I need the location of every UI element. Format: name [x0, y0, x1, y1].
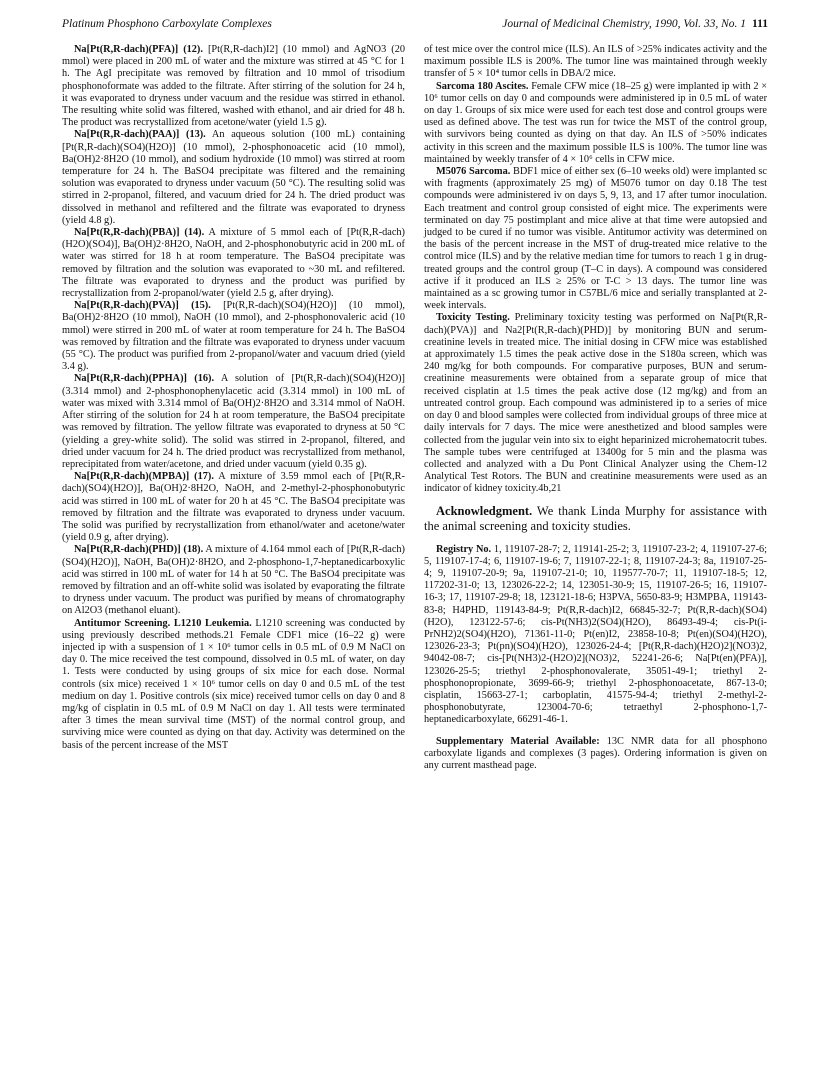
journal-citation [502, 18, 768, 30]
paragraph-body: A mixture of 3.59 mmol each of [Pt(R,R-dach)(SO4)(H2O)], Ba(OH)2·8H2O, NaOH, and 2-methyl-2-phosphonobutyric acid was stirred in 100 mL of water for 20 h at 45 °C. The BaSO4 precipitate was removed by filtration and the filtrate was evaporated to dryness under vacuum. The solid was purified by recrystallization from ethanol/water and acetone/water (yield 0.9 g, after drying). [62, 471, 405, 544]
paragraph-heading: Sarcoma 180 Ascites. [436, 80, 529, 92]
paragraph-pba [62, 227, 405, 300]
supplementary-heading: Supplementary Material Available: [436, 735, 600, 747]
paragraph-body: [Pt(R,R-dach)(SO4)(H2O)] (10 mmol), Ba(OH)2·8H2O (10 mmol), NaOH (10 mmol), and 2-phosphonovaleric acid (10 mmol) were stirred in 200 mL of water at room temperature for 24 h. The BaSO4 was removed by filtration and the filtrate was evaporated to dryness under vacuum (55 °C). The product was purified from 2-propanol/water and vacuum dried (yield 3.4 g). [62, 300, 406, 373]
paragraph-body: Preliminary toxicity testing was performed on Na[Pt(R,R-dach)(PVA)] and Na2[Pt(R,R-dach)(PHD)] by monitoring BUN and serum-creatinine levels in treated mice. The initial dosing in CFW mice was established at approximately 1.5 times the peak active dose in the S180a screen, which was 240 mg/kg for both compounds. For comparative purposes, BUN and serum-creatinine measurements were obtained from a separate group of mice that received cisplatin at 1.5 times the peak active dose (12 mg/kg) and from an untreated control group. Each compound was administered ip to a series of mice on day 0 and blood samples were collected from individual groups of three mice at daily intervals for 7 days. The mice were anesthetized and blood samples were collected from the jugular vein into six to eight heparinized microhematocrit tubes. The sample tubes were centrifuged at 13400g for 5 min and the plasma was collected and analyzed with a Du Pont Clinical Analyzer using the Chem-12 Analytical Test Rotors. The BUN and creatinine measurements were used as an indicator of kidney toxicity.4b,21 [424, 312, 768, 495]
paragraph-heading: Na[Pt(R,R-dach)(PVA)] (15). [74, 300, 211, 312]
paragraph-heading: Na[Pt(R,R-dach)(PAA)] (13). [74, 129, 206, 141]
paragraph-body: L1210 screening was conducted by using previously described methods.21 Female CDF1 mice (16–22 g) were injected ip with a suspension of 1 × 10⁶ tumor cells in 0.5 mL of 0.9 M NaCl on day 0. The mice received the test compound, dissolved in 0.5 mL of water, on day 1. Tests were conducted by using groups of six mice for each dose. Normal controls (six mice) received 1 × 10⁶ tumor cells on day 0 and 0.5 mL of the test medium on day 1. Positive controls (six mice) received tumor cells on day 0 and 8 mg/kg of cisplatin in 0.5 mL of 0.9 M NaCl on day 1. All tests were terminated after 3 times the mean survival time (MST) of the normal control group, and surviving mice were counted as dying on that day. Activity was determined on the basis of the percent increase of the MST [62, 617, 405, 751]
paragraph-heading: Na[Pt(R,R-dach)(PBA)] (14). [74, 227, 205, 239]
paragraph-pva [62, 300, 405, 373]
paragraph-body: A solution of [Pt(R,R-dach)(SO4)(H2O)] (3.314 mmol) and 2-phosphonophenylacetic acid (3.314 mmol) in 100 mL of water was mixed with 3.314 mmol of Ba(OH)2·8H2O and 3.314 mmol of NaOH. After stirring of the solution for 24 h at room temperature, the BaSO4 precipitate was removed by filtration. The yellow filtrate was evaporated to dryness at 50 °C (yielding a grey-white solid). The solid was stirred in 2-propanol, filtered, and dried under vacuum for 24 h. The dried product was recrystallized from methanol, reprecipitated from water/acetone, and dried under vacuum (yield 0.35 g). [62, 373, 405, 470]
paragraph-heading: Toxicity Testing. [436, 312, 510, 324]
running-title: Platinum Phosphono Carboxylate Complexes [62, 18, 272, 30]
registry-numbers [424, 544, 767, 727]
acknowledgment-heading: Acknowledgment. [436, 503, 533, 518]
paragraph-body: A mixture of 4.164 mmol each of [Pt(R,R-dach)(SO4)(H2O)], NaOH, Ba(OH)2·8H2O, and 2-phosphono-1,7-heptanedicarboxylic acid was stirred in 100 mL of water for 14 h at 50 °C. The BaSO4 precipitate was removed by filtration and an off-white solid was isolated by evaporating the filtrate to dryness under vacuum. The product was purified by means of chromatography on Al2O3 (methanol eluant). [62, 544, 405, 617]
paragraph-heading: Na[Pt(R,R-dach)(PFA)] (12). [74, 44, 203, 55]
supplementary-material [424, 736, 767, 773]
paragraph-paa [62, 129, 405, 227]
paragraph-heading: Na[Pt(R,R-dach)(PHD)] (18). [74, 544, 204, 556]
paragraph-body: [Pt(R,R-dach)I2] (10 mmol) and AgNO3 (20 mmol) were placed in 200 mL of water and the mixture was stirred at 45 °C for 1 h. The AgI precipitate was removed by filtration and 10 mmol of trisodium phosphonoformate was added to the filtrate. After stirring of the solution for 24 h, it was evaporated to dryness under vacuum and the residue was stirred in ethanol. The resulting white solid was filtered, washed with ethanol, and air dried for 48 h. The product was recrystallized from acetone/water (yield 1.5 g). [62, 44, 405, 129]
right-column [424, 44, 767, 772]
paragraph-heading: M5076 Sarcoma. [436, 166, 511, 178]
paragraph-pfa [62, 44, 405, 129]
acknowledgment [424, 504, 767, 534]
paragraph-continued [424, 44, 767, 81]
paragraph-body: BDF1 mice of either sex (6–10 weeks old) were implanted sc with fragments (approximately 25 mg) of M5076 tumor on day 0.18 The test compounds were administered iv on days 5, 9, 13, and 17 after tumor inoculation. Each treatment and control group consisted of eight mice. The experiments were terminated on day 75 postimplant and mice alive at that time were autopsied and judged to be cured if no tumor was visible. Antitumor activity was determined on the basis of the percent increase in the MST of drug-treated mice relative to the control mice (ILS) and by the relative median time for tumors to reach 1 g in drug-treated groups and the control group (T–C in days). A compound was considered active if it produced an ILS ≥ 25% or T-C > 13 days. The tumor line was maintained as a sc growing tumor in C57BL/6 mice and serially transplanted at 2-week intervals. [424, 166, 768, 312]
paragraph-l1210 [62, 618, 405, 752]
registry-body: 1, 119107-28-7; 2, 119141-25-2; 3, 119107-23-2; 4, 119107-27-6; 5, 119107-17-4; 6, 119107-19-6; 7, 119107-22-1; 8, 119107-24-3; 8a, 119107-25-4; 9, 119107-20-9; 9a, 119107-21-0; 10, 119577-70-7; 11, 119107-18-5; 12, 117202-31-0; 13, 123026-22-2; 14, 123051-30-9; 15, 119107-26-5; 16, 119107-16-3; 17, 119107-29-8; 18, 123121-18-6; H3PVA, 5650-83-9; H3MPBA, 119143-83-8; H4PHD, 119143-84-9; Pt(R,R-dach)I2, 66845-32-7; Pt(R,R-dach)(SO4)(H2O), 123122-57-6; cis-Pt(NH3)2(SO4)(H2O), 86493-49-4; cis-Pt(i-PrNH2)2(SO4)(H2O), 71361-11-0; Pt(en)I2, 23858-10-8; Pt(en)(SO4)(H2O), 123026-23-3; Pt(pn)(SO4)(H2O), 123026-24-4; [Pt(R,R-dach)(H2O)2](NO3)2, 94042-08-7; cis-[Pt(NH3)2-(H2O)2](NO3)2, 52241-26-6; Na[Pt(en)(PFA)], 123026-25-5; triethyl 2-phosphonovalerate, 35051-49-1; triethyl 2-phosphonopropionate, 3699-66-9; triethyl 2-phosphonoacetate, 867-13-0; cisplatin, 15663-27-1; carboplatin, 41575-94-4; triethyl 2-methyl-2-phosphonobutyrate, 123004-70-6; tetraethyl 2-phosphono-1,7-heptanedicarboxylate, 66291-46-1. [424, 543, 768, 726]
paragraph-body: An aqueous solution (100 mL) containing [Pt(R,R-dach)(SO4)(H2O)] (10 mmol), 2-phosphonoacetic acid (10 mmol), Ba(OH)2·8H2O (10 mmol), and sodium hydroxide (10 mmol) was stirred at room temperature for 24 h. The BaSO4 precipitate was filtered and the remaining solution was evaporated to dryness under vacuum (50 °C). The resulting solid was stirred in 2-propanol, filtered, and vacuum dried for 24 h. The dried product was dissolved in methanol and refiltered and the filtrate was evaporated to dryness (yield 4.8 g). [62, 129, 406, 226]
acknowledgment-body: We thank Linda Murphy for assistance with the animal screening and toxicity studies. [424, 503, 767, 533]
paragraph-m5076 [424, 166, 767, 312]
paragraph-heading: Na[Pt(R,R-dach)(MPBA)] (17). [74, 471, 214, 483]
paragraph-body: Female CFW mice (18–25 g) were implanted ip with 2 × 10⁶ tumor cells on day 0 and compounds were administered ip in 0.5 mL of water on day 1. Groups of six mice were used for each test dose and control groups were used as defined above. The test was run for twice the MST of the control group, with survivors being counted as dying on that day. An ILS of >50% indicates activity in this screen and the maximum possible ILS is 100%. The tumor line was maintained by weekly transfer of 4 × 10⁶ cells in CFW mice. [424, 80, 767, 165]
paragraph-toxicity [424, 312, 767, 495]
paragraph-phd [62, 544, 405, 617]
paragraph-body: of test mice over the control mice (ILS). An ILS of >25% indicates activity and the maximum possible ILS is 200%. The tumor line was maintained through weekly transfer of 5 × 10⁴ tumor cells in DBA/2 mice. [424, 44, 767, 80]
paragraph-ppha [62, 373, 405, 471]
paragraph-body: A mixture of 5 mmol each of [Pt(R,R-dach)(H2O)(SO4)], Ba(OH)2·8H2O, NaOH, and 2-phosphonobutyric acid in 200 mL of water was stirred for 18 h at room temperature. The BaSO4 precipitate was removed by filtration and the solution was evaporated to ~30 mL and refiltered. The filtrate was evaporated to dryness and the product was purified by recrystallization from 2-propanol/water (yield 2.5 g, after drying). [62, 227, 405, 300]
paragraph-heading: Antitumor Screening. L1210 Leukemia. [74, 617, 252, 629]
registry-heading: Registry No. [436, 543, 492, 555]
paragraph-heading: Na[Pt(R,R-dach)(PPHA)] (16). [74, 373, 215, 385]
paragraph-mpba [62, 471, 405, 544]
left-column [62, 44, 405, 752]
supplementary-body: 13C NMR data for all phosphono carboxylate ligands and complexes (3 pages). Ordering information is given on any current masthead page. [424, 735, 767, 771]
paragraph-sarcoma180 [424, 81, 767, 166]
page-number: 111 [752, 18, 768, 30]
journal-name: Journal of Medicinal Chemistry, 1990, Vol. 33, No. 1 [502, 18, 747, 30]
running-header [62, 18, 768, 38]
